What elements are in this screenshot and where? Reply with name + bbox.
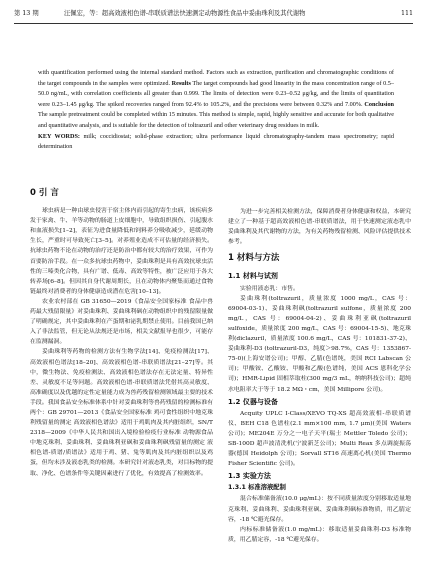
abstract-methods-tail: with quantification performed using the internal standard method. Factors such as extraction, purification and chromatographic conditions of the target compounds in the samples were optimized. [38,69,394,87]
results-label: Results [171,79,191,87]
left-column [30,188,213,479]
instruments-paragraph: Acquity UPLC I-Class/XEVO TQ-XS 超高效液相-串联质谱仪、BEH C18 色谱柱(2.1 mm×100 mm, 1.7 μm)(美国 Waters 公司)；ME204E 万分之一电子天平(瑞士 Mettler Toledo 公司)；SB-100D 超声波清洗机(宁波新芝公司)；Multi Reax 多点调旋振荡器(德国 Heidolph 公司)；Sorvall ST16 高速离心机(美国 Thermo Fisher Scientific 公司)。 [228,410,411,468]
section-heading-methods: 1 材料与方法 [228,253,280,264]
section-heading-introduction: 0 引 言 [30,188,59,198]
intro-paragraph-4: 为进一步完善相关检测方法，保障消费者身体健康和权益，本研究建立了一种基于超高效液相色谱-串联质谱法，用于快速测定液态乳中妥曲珠利及其代谢物的方法，为有关药物残留检测、风险评估提供技术参考。 [228,209,411,246]
page-number: 111 [400,10,413,17]
subsection-methods: 1.3 实验方法 [228,472,271,481]
intro-paragraph-3: 妥曲珠利等药物的检测方法有生物学法[14]、免疫检测法[17]、高效液相色谱法[18–20]、高效液相色谱-串联质谱法[21–27]等。其中，微生物法、免疫检测法、高效液相色谱法存在无法定量、特异性差、灵敏度不足等问题。高效液相色谱-串联质谱法凭借其高灵敏度、高准确度以及优越的定性定量能力成为兽药残留检测领域最主要的技术手段。我国食品安全标准体系中针对妥曲珠利等兽药残留的检测标准有两个：GB 29701—2013《食品安全国家标准 鸡可食性组织中地克珠利残留量的测定 高效液相色谱法》适用于鸡肌肉及其内脏组织，SN/T 2318—2009《中华人民共和国出入境检验检疫行业标准 动物源食品中地克珠利、妥曲珠利、妥曲珠利亚砜和妥曲珠利砜残留量的测定 液相色谱-质谱/质谱法》适用于鸡、猪、兔等肌肉及其内脏组织以及鸡蛋，但均未涉及液态乳类的检测。本研究针对液态乳类，对目标物的提取、净化、色谱条件等关键因素进行了优化，有效提高了检测效率。 [30,349,213,477]
abstract-conclusion: The sample pretreatment could be completed within 15 minutes. This method is simple, rapid, highly sensitive and accurate for both qualitative and quantitative analysis, and is suitable for the detection of toltrazuril and other veterinary drug residues in milk. [38,111,394,129]
right-column [228,207,411,545]
conclusion-label: Conclusion [364,100,394,108]
subsection-instruments: 1.2 仪器与设备 [228,397,278,406]
running-header [14,8,413,20]
subsection-materials: 1.1 材料与试剂 [228,272,278,281]
keywords: milk; coccidiostat; solid-phase extraction; ultra performance liquid chromatography-tandem mass spectrometry; rapid determination [38,132,394,151]
materials-sample: 实验用液态乳：市售。 [240,285,299,292]
header-rule [14,23,413,24]
abstract-results: The target compounds had good linearity in the mass concentration range of 0.5–50.0 ng/mL, with correlation coefficients all greater than 0.999. The limits of detection were 0.23–0.52 μg/kg, and the limits of quantitation were 0.23–1.45 μg/kg. The spiked recoveries ranged from 92.4% to 105.2%, and the precisions were between 0.32% and 7.00%. [38,79,394,108]
intro-paragraph-2: 农业农村部在 GB 31650—2019《食品安全国家标准 食品中兽药最大残留限量》对妥曲珠利、妥曲珠利砜在动物组织中的残留限量做了明确规定，其中妥曲珠利在产蛋期和泌乳期禁止使用。目前我国已纳入了非法监管，但无论从法规还是市场，相关文献报导也很少，可能存在监测漏洞。 [30,298,213,346]
standards-internal: 内标标准储备液(1.0 mg/mL)：移取适量妥曲珠利-D3 标准物质，用乙腈定容，-18 ℃避光保存。 [228,526,411,543]
english-abstract [38,68,394,153]
keywords-label: KEY WORDS: [38,132,80,140]
standards-mixed: 混合标准储备液(10.0 μg/mL)：按不同质量浓度分别移取适量地克珠利、妥曲珠利、妥曲珠利亚砜、妥曲珠利砜标准物质，用乙腈定容，-18 ℃避光保存。 [228,496,411,523]
materials-reagents: 妥曲珠利(toltrazuril，质量浓度 1000 mg/L，CAS 号：69004-03-1)、妥曲珠利砜(toltrazuril sulfone，质量浓度 200 mg/L，CAS 号：69004-04-2)、妥曲珠利亚砜(toltrazuril sulfoxide，质量浓度 200 mg/L，CAS 号：69004-15-5)、地克珠利(diclazuril，质量浓度 100.6 mg/L，CAS 号：101831-37-2)、妥曲珠利-D3 (toltrazuril-D3，纯度＞98.7%，CAS 号：1353867-75-0)(上海安谱公司)；甲醇、乙腈(色谱纯，美国 RCI Labscan 公司)；甲酸铵、乙酸铵、甲酸和乙酸(色谱纯，美国 ACS 恩科化学公司)；HMR-Lipid 固相萃取柱(300 mg/3 mL，纳纳科技公司)；超纯水电阻率大于等于 18.2 MΩ・cm，美国 Millipore 公司)。 [228,295,411,393]
issue-number: 第 13 期 [14,10,39,17]
running-title: 汪佩宏，等：超高效液相色谱-串联质谱法快速测定动物源性食品中妥曲珠利及其代谢物 [64,10,306,17]
intro-paragraph-1: 球虫病是一种由球虫侵害于宿主体内而引起的寄生虫病，该疾病多发于家禽、牛、羊等动物的肠道上皮细胞中，导致组织损伤、引起腹水和血液损失[1–2]，表征为进食量降低和饲料养分吸收减少，延缓动物生长，严重时可导致死亡[3–5]。对养殖业造成不可估量的经济损失。抗球虫药物不论在动物的治疗还是防治中都有较大的治疗效果，可作为首要防治手段。在一众多抗球虫药物中，妥曲珠利是具有高效抗球虫活性的三嗪类化合物，具有广谱、低毒、高效等特性，被广泛应用于各大转养场[6–8]。但因其自身代谢周期长，且在动物体内聚集而通过食物链最终对消费者的身体健康造成潜在危害[10–13]。 [30,208,213,295]
subsubsection-standards: 1.3.1 标准溶液配制 [228,484,286,492]
